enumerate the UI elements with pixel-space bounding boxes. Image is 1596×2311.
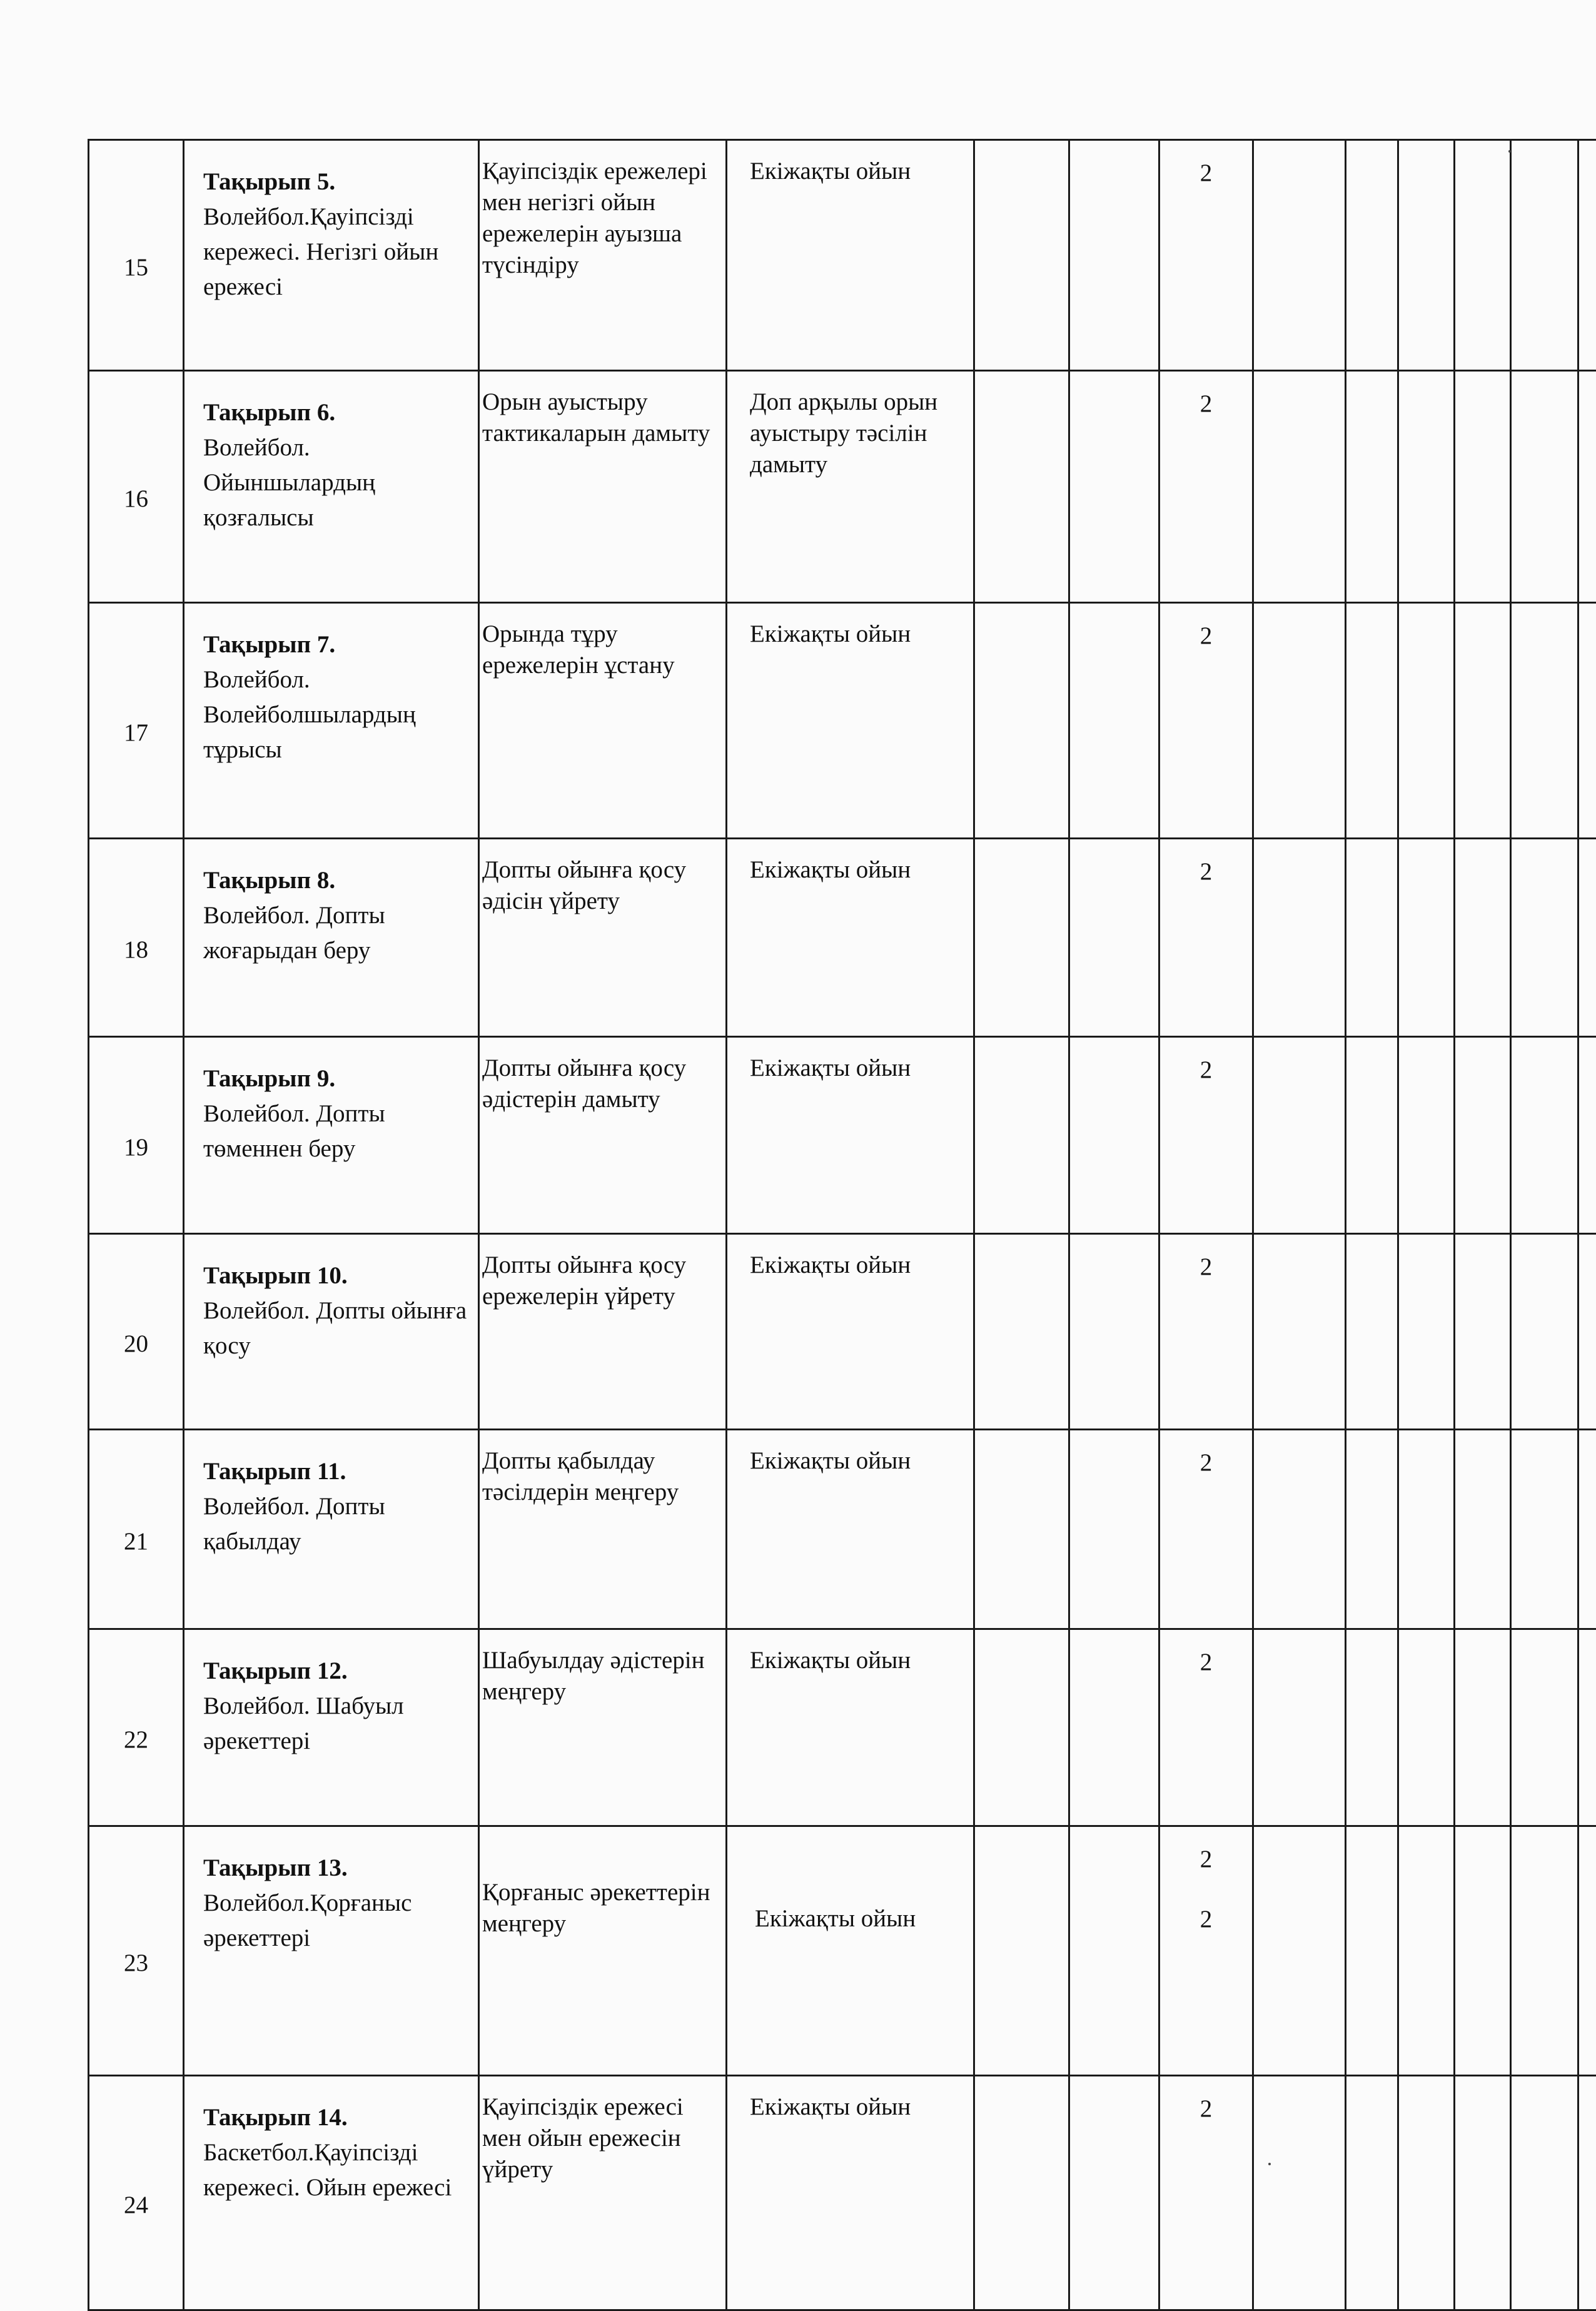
topic-title: Тақырып 14. [203,2100,469,2135]
hours-cell [1159,1037,1253,1234]
empty-cell [974,1430,1069,1629]
topic-cell [184,140,479,371]
empty-cell [1069,839,1159,1037]
empty-cell [1346,1430,1398,1629]
table-row [89,371,1596,603]
topic-title: Тақырып 5. [203,164,469,200]
empty-cell [1346,1234,1398,1430]
empty-cell [974,2076,1069,2310]
hours-value: 2 [1160,1645,1252,1680]
hours-value: 2 [1160,387,1252,422]
empty-cell [1253,1234,1346,1430]
topic-body: Волейбол. Волейболшылардың тұрысы [203,662,469,767]
hours-cell [1159,1826,1253,2076]
empty-cell [1069,1629,1159,1826]
empty-cell [1253,1430,1346,1629]
topic-cell [184,603,479,839]
empty-cell [974,1234,1069,1430]
empty-cell [974,1629,1069,1826]
empty-cell [1511,603,1578,839]
empty-cell [1398,2076,1455,2310]
empty-cell [1398,1430,1455,1629]
hours-value: 2 [1160,619,1252,654]
topic-cell [184,1826,479,2076]
row-number: 16 [89,482,183,517]
goal-cell: Орын ауыстыру тактикаларын дамыту [479,371,727,603]
method-cell: Екіжақты ойын [727,1629,974,1826]
method-cell: Екіжақты ойын [727,1826,974,2076]
goal-cell: Допты ойынға қосу әдістерін дамыту [479,1037,727,1234]
hours-cell [1159,1234,1253,1430]
hours-value: 2 [1160,1250,1252,1285]
hours-value: 2 [1160,2091,1252,2126]
row-number-cell [89,839,184,1037]
row-number-cell [89,1430,184,1629]
topic-body: Волейбол.Қорғаныс әрекеттері [203,1886,469,1956]
empty-cell [1455,1826,1511,2076]
empty-cell [1398,839,1455,1037]
goal-cell: Шабуылдау әдістерін меңгеру [479,1629,727,1826]
empty-cell [974,371,1069,603]
empty-cell [1578,2076,1596,2310]
scan-speck [1268,2163,1271,2165]
empty-cell [1253,371,1346,603]
row-number: 23 [89,1946,183,1981]
table-row [89,1430,1596,1629]
row-number: 22 [89,1722,183,1757]
empty-cell [1346,1037,1398,1234]
empty-cell [1398,1037,1455,1234]
empty-cell [1578,839,1596,1037]
empty-cell [1069,1826,1159,2076]
row-number: 21 [89,1524,183,1559]
empty-cell [1253,1629,1346,1826]
hours-cell [1159,603,1253,839]
goal-cell: Допты ойынға қосу ережелерін үйрету [479,1234,727,1430]
empty-cell [1455,1234,1511,1430]
method-cell: Екіжақты ойын [727,839,974,1037]
topic-body: Волейбол. Допты жоғарыдан беру [203,898,469,968]
topic-body: Волейбол. Шабуыл әрекеттері [203,1689,469,1759]
hours-value: 2 [1160,1445,1252,1480]
method-cell: Екіжақты ойын [727,1037,974,1234]
goal-cell: Допты ойынға қосу әдісін үйрету [479,839,727,1037]
topic-body: Волейбол. Ойыншылардың қозғалысы [203,430,469,535]
goal-cell: Допты қабылдау тәсілдерін меңгеру [479,1430,727,1629]
empty-cell [1346,1629,1398,1826]
empty-cell [974,603,1069,839]
empty-cell [1578,1430,1596,1629]
row-number: 19 [89,1130,183,1165]
table-row [89,603,1596,839]
empty-cell [1578,1826,1596,2076]
empty-cell [1398,1629,1455,1826]
empty-cell [1455,1629,1511,1826]
table-row [89,1234,1596,1430]
topic-cell [184,1430,479,1629]
empty-cell [1455,2076,1511,2310]
empty-cell [1346,839,1398,1037]
empty-cell [1511,1826,1578,2076]
topic-title: Тақырып 7. [203,627,469,662]
goal-cell: Қорғаныс әрекеттерін меңгеру [479,1826,727,2076]
hours-value: 2 [1160,1902,1252,1937]
topic-cell [184,839,479,1037]
scan-speck [1508,150,1511,153]
hours-value: 2 [1160,156,1252,191]
empty-cell [974,1037,1069,1234]
hours-value: 2 [1160,854,1252,889]
empty-cell [1398,1826,1455,2076]
row-number: 24 [89,2188,183,2223]
table-row [89,1826,1596,2076]
method-cell: Екіжақты ойын [727,2076,974,2310]
topic-title: Тақырып 8. [203,863,469,898]
empty-cell [974,1826,1069,2076]
empty-cell [1253,140,1346,371]
empty-cell [1511,1629,1578,1826]
empty-cell [1455,839,1511,1037]
topic-cell [184,1037,479,1234]
row-number-cell [89,1234,184,1430]
empty-cell [1069,1234,1159,1430]
hours-value: 2 [1160,1053,1252,1088]
topic-body: Волейбол. Допты ойынға қосу [203,1293,469,1363]
method-cell: Екіжақты ойын [727,140,974,371]
empty-cell [1253,1037,1346,1234]
empty-cell [1069,140,1159,371]
hours-cell [1159,2076,1253,2310]
empty-cell [1511,839,1578,1037]
empty-cell [1069,2076,1159,2310]
empty-cell [1455,140,1511,371]
empty-cell [1253,1826,1346,2076]
empty-cell [974,839,1069,1037]
topic-body: Волейбол. Допты қабылдау [203,1489,469,1559]
topic-title: Тақырып 13. [203,1851,469,1886]
table-row [89,140,1596,371]
hours-cell [1159,1629,1253,1826]
hours-cell [1159,371,1253,603]
empty-cell [1455,371,1511,603]
empty-cell [1398,371,1455,603]
table-row [89,2076,1596,2310]
empty-cell [1398,1234,1455,1430]
topic-cell [184,1629,479,1826]
topic-title: Тақырып 9. [203,1061,469,1096]
topic-title: Тақырып 12. [203,1654,469,1689]
hours-cell [1159,839,1253,1037]
empty-cell [1253,603,1346,839]
empty-cell [1069,1430,1159,1629]
empty-cell [1346,140,1398,371]
empty-cell [1398,603,1455,839]
empty-cell [1511,371,1578,603]
hours-cell [1159,1430,1253,1629]
topic-title: Тақырып 6. [203,395,469,430]
topic-body: Волейбол. Допты төменнен беру [203,1096,469,1166]
method-cell: Екіжақты ойын [727,1430,974,1629]
topic-body: Баскетбол.Қауіпсізді кережесі. Ойын ережесі [203,2135,469,2205]
table-row [89,1037,1596,1234]
empty-cell [974,140,1069,371]
row-number: 17 [89,716,183,751]
row-number-cell [89,371,184,603]
empty-cell [1069,603,1159,839]
empty-cell [1511,2076,1578,2310]
row-number-cell [89,2076,184,2310]
empty-cell [1398,140,1455,371]
empty-cell [1578,371,1596,603]
row-number-cell [89,1037,184,1234]
empty-cell [1578,1234,1596,1430]
lesson-plan-table [88,139,1596,2311]
topic-body: Волейбол.Қауіпсізді кережесі. Негізгі ойын ережесі [203,200,469,305]
goal-cell: Қауіпсіздік ережелері мен негізгі ойын ережелерін ауызша түсіндіру [479,140,727,371]
empty-cell [1069,371,1159,603]
topic-cell [184,2076,479,2310]
empty-cell [1455,1037,1511,1234]
goal-cell: Қауіпсіздік ережесі мен ойын ережесін үйрету [479,2076,727,2310]
topic-cell [184,371,479,603]
goal-cell: Орында тұру ережелерін ұстану [479,603,727,839]
empty-cell [1511,1234,1578,1430]
row-number-cell [89,1826,184,2076]
topic-cell [184,1234,479,1430]
table-row [89,839,1596,1037]
method-cell: Екіжақты ойын [727,603,974,839]
topic-title: Тақырып 11. [203,1454,469,1489]
row-number-cell [89,140,184,371]
hours-value: 2 [1160,1842,1252,1877]
row-number-cell [89,1629,184,1826]
empty-cell [1253,2076,1346,2310]
empty-cell [1346,2076,1398,2310]
row-number: 18 [89,933,183,968]
empty-cell [1578,1629,1596,1826]
empty-cell [1511,1037,1578,1234]
empty-cell [1346,371,1398,603]
method-cell: Доп арқылы орын ауыстыру тәсілін дамыту [727,371,974,603]
row-number-cell [89,603,184,839]
row-number: 15 [89,250,183,285]
empty-cell [1578,140,1596,371]
table-row [89,1629,1596,1826]
topic-title: Тақырып 10. [203,1258,469,1293]
table-body [89,140,1596,2310]
empty-cell [1511,1430,1578,1629]
empty-cell [1511,140,1578,371]
empty-cell [1346,603,1398,839]
hours-cell [1159,140,1253,371]
empty-cell [1253,839,1346,1037]
empty-cell [1455,1430,1511,1629]
empty-cell [1455,603,1511,839]
empty-cell [1578,1037,1596,1234]
empty-cell [1069,1037,1159,1234]
empty-cell [1346,1826,1398,2076]
empty-cell [1578,603,1596,839]
method-cell: Екіжақты ойын [727,1234,974,1430]
row-number: 20 [89,1327,183,1362]
